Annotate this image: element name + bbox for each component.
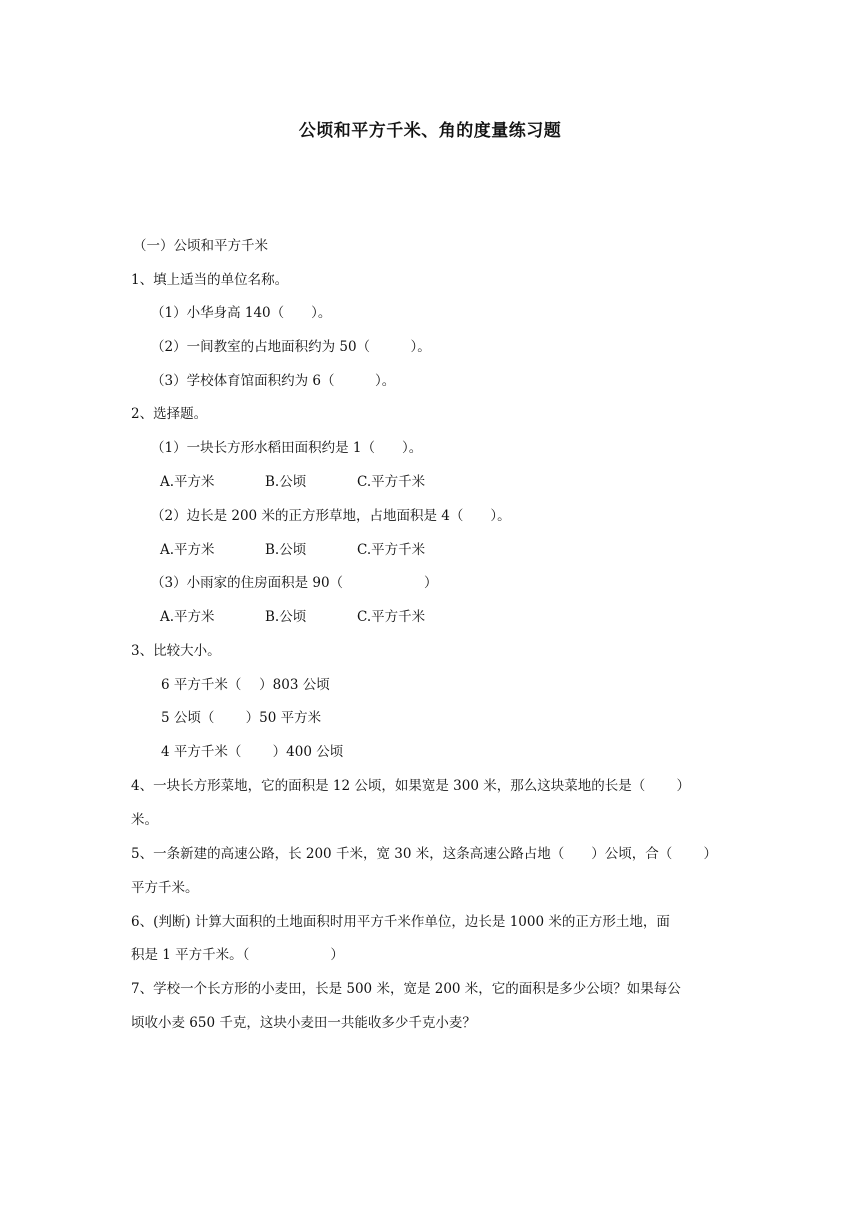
question-2-item-1: （1）一块长方形水稻田面积约是 1（ ）。 (151, 440, 423, 456)
question-1-item-2: （2）一间教室的占地面积约为 50（ ）。 (151, 339, 431, 355)
q2-2-option-c: C.平方千米 (357, 542, 426, 558)
question-3-item-3: 4 平方千米（ ）400 公顷 (161, 744, 344, 760)
section-heading: （一）公顷和平方千米 (133, 238, 268, 254)
question-4-line-1: 4、一块长方形菜地，它的面积是 12 公顷，如果宽是 300 米，那么这块菜地的长是（ ） (131, 778, 690, 794)
question-2-item-2: （2）边长是 200 米的正方形草地，占地面积是 4（ ）。 (151, 508, 511, 524)
question-5-line-2: 平方千米。 (131, 880, 199, 896)
question-5-line-1: 5、一条新建的高速公路，长 200 千米，宽 30 米，这条高速公路占地（ ）公顷，合（ ） (131, 846, 717, 862)
question-2-item-3: （3）小雨家的住房面积是 90（ ） (151, 575, 438, 591)
q2-1-option-a: A.平方米 (160, 474, 215, 490)
question-3-item-1: 6 平方千米（ ）803 公顷 (161, 677, 330, 693)
q2-3-option-b: B.公顷 (265, 609, 307, 625)
q2-1-option-c: C.平方千米 (357, 474, 426, 490)
question-1-item-3: （3）学校体育馆面积约为 6（ ）。 (151, 373, 396, 389)
question-4-line-2: 米。 (131, 812, 158, 828)
question-3-item-2: 5 公顷（ ）50 平方米 (161, 710, 322, 726)
q2-3-option-c: C.平方千米 (357, 609, 426, 625)
question-7-line-2: 顷收小麦 650 千克，这块小麦田一共能收多少千克小麦？ (131, 1015, 476, 1031)
page-title: 公顷和平方千米、角的度量练习题 (298, 121, 562, 141)
q2-2-option-b: B.公顷 (265, 542, 307, 558)
question-6-line-1: 6、(判断) 计算大面积的土地面积时用平方千米作单位，边长是 1000 米的正方形土地，面 (131, 914, 670, 930)
q2-1-option-b: B.公顷 (265, 474, 307, 490)
q2-3-option-a: A.平方米 (160, 609, 215, 625)
question-1-item-1: （1）小华身高 140（ ）。 (151, 305, 332, 321)
question-6-line-2: 积是 1 平方千米。（ ） (131, 947, 344, 963)
q2-2-option-a: A.平方米 (160, 542, 215, 558)
question-3-stem: 3、比较大小。 (131, 643, 221, 659)
question-1-stem: 1、填上适当的单位名称。 (131, 272, 289, 288)
question-2-stem: 2、选择题。 (131, 406, 208, 422)
question-7-line-1: 7、学校一个长方形的小麦田，长是 500 米，宽是 200 米，它的面积是多少公顷？如果每公 (131, 981, 681, 997)
